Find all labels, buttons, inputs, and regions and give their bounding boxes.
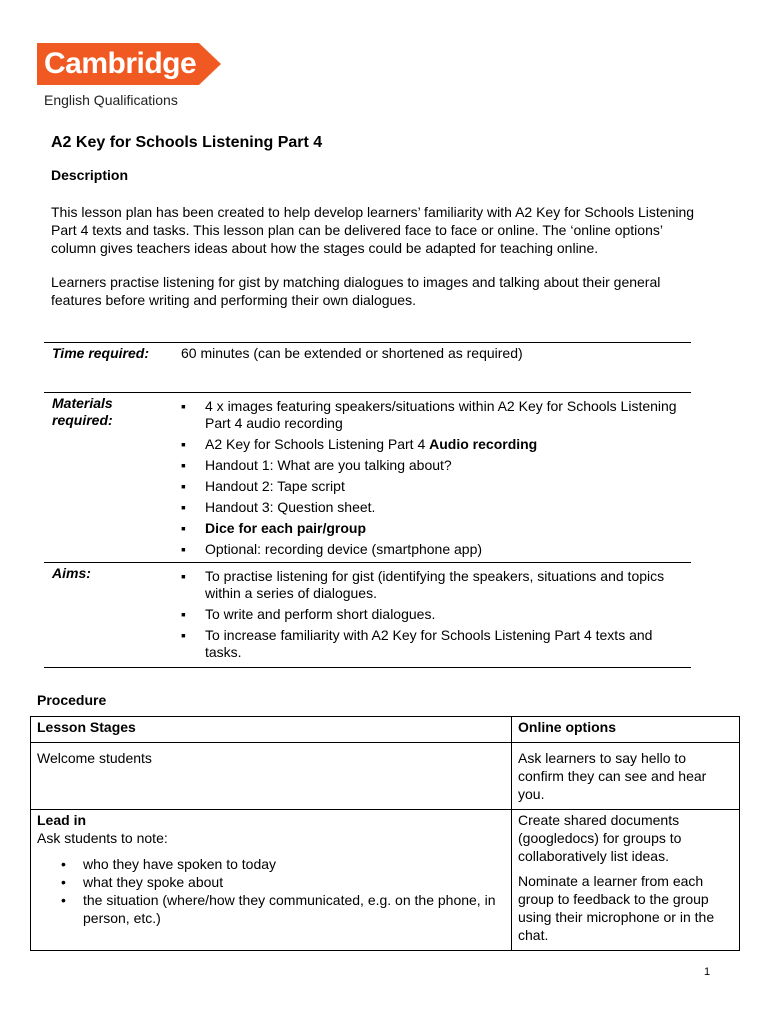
online-text: Nominate a learner from each group to feedback to the group using their microphone or in the chat.: [518, 873, 715, 943]
column-header-stages: Lesson Stages: [31, 717, 512, 743]
list-item: ▪ A2 Key for Schools Listening Part 4 Audio recording: [181, 436, 538, 452]
logo-subtitle: English Qualifications: [44, 92, 178, 108]
table-row: [31, 743, 740, 810]
procedure-table: [30, 716, 740, 951]
list-item: ▪ To practise listening for gist (identifying the speakers, situations and topics within a series of dialogues.: [181, 568, 665, 601]
table-row: [31, 810, 740, 951]
time-value: 60 minutes (can be extended or shortened as required): [181, 345, 523, 361]
bullet-icon: ▪: [181, 436, 186, 452]
stage-text: Ask students to note:: [37, 830, 168, 846]
list-item: ▪ Handout 2: Tape script: [181, 478, 345, 494]
table-header-row: [31, 717, 740, 743]
bullet-icon: ▪: [181, 627, 186, 643]
bullet-icon: ▪: [181, 398, 186, 414]
divider: [44, 342, 691, 343]
bullet-icon: •: [61, 892, 66, 908]
page-title: A2 Key for Schools Listening Part 4: [51, 134, 323, 151]
logo-brand: Cambridge: [44, 47, 197, 80]
aims-label: Aims:: [52, 565, 91, 581]
online-text: Ask learners to say hello to confirm they can see and hear you.: [518, 750, 707, 802]
materials-label: Materials required:: [52, 395, 113, 428]
list-item: ▪ Dice for each pair/group: [181, 520, 367, 536]
stage-bullets: [37, 855, 505, 927]
list-item: ▪ Optional: recording device (smartphone app): [181, 541, 483, 557]
bullet-icon: ▪: [181, 541, 186, 557]
online-cell: [512, 743, 740, 810]
divider: [44, 392, 691, 393]
page-number: 1: [704, 966, 711, 978]
list-item: • the situation (where/how they communicated, e.g. on the phone, in person, etc.): [61, 892, 496, 926]
description-heading: Description: [51, 167, 129, 183]
list-item: ▪ To write and perform short dialogues.: [181, 606, 436, 622]
list-item: • what they spoke about: [61, 874, 224, 890]
bullet-icon: ▪: [181, 520, 186, 536]
online-cell: [512, 810, 740, 951]
bullet-icon: ▪: [181, 606, 186, 622]
description-paragraph-2: Learners practise listening for gist by matching dialogues to images and talking about their general features before writing and performing their own dialogues.: [51, 274, 661, 308]
description-paragraph-1: This lesson plan has been created to help develop learners’ familiarity with A2 Key for Schools Listening Part 4 texts and tasks. This lesson plan can be delivered face to face or online. The ‘online options’ column gives teachers ideas about how the stages could be adapted for teaching online.: [51, 204, 695, 256]
stage-cell: [31, 743, 512, 810]
bullet-icon: ▪: [181, 457, 186, 473]
list-item: ▪ Handout 1: What are you talking about?: [181, 457, 452, 473]
divider: [44, 562, 691, 563]
list-item: ▪ Handout 3: Question sheet.: [181, 499, 376, 515]
bullet-icon: •: [61, 874, 66, 890]
list-item: ▪ 4 x images featuring speakers/situations within A2 Key for Schools Listening Part 4 audio recording: [181, 398, 677, 431]
procedure-heading: Procedure: [37, 692, 107, 708]
stage-title: Lead in: [37, 812, 87, 828]
bullet-icon: ▪: [181, 499, 186, 515]
bullet-icon: ▪: [181, 568, 186, 584]
bullet-icon: •: [61, 856, 66, 872]
divider: [44, 667, 691, 668]
stage-cell: [31, 810, 512, 951]
list-item: • who they have spoken to today: [61, 856, 277, 872]
time-label: Time required:: [52, 345, 149, 361]
bullet-icon: ▪: [181, 478, 186, 494]
aims-list: [181, 568, 691, 665]
column-header-online: Online options: [512, 717, 740, 743]
online-text: Create shared documents (googledocs) for groups to collaboratively list ideas.: [518, 812, 682, 864]
stage-text: Welcome students: [37, 750, 152, 766]
materials-list: [181, 398, 691, 562]
list-item: ▪ To increase familiarity with A2 Key for Schools Listening Part 4 texts and tasks.: [181, 627, 653, 660]
